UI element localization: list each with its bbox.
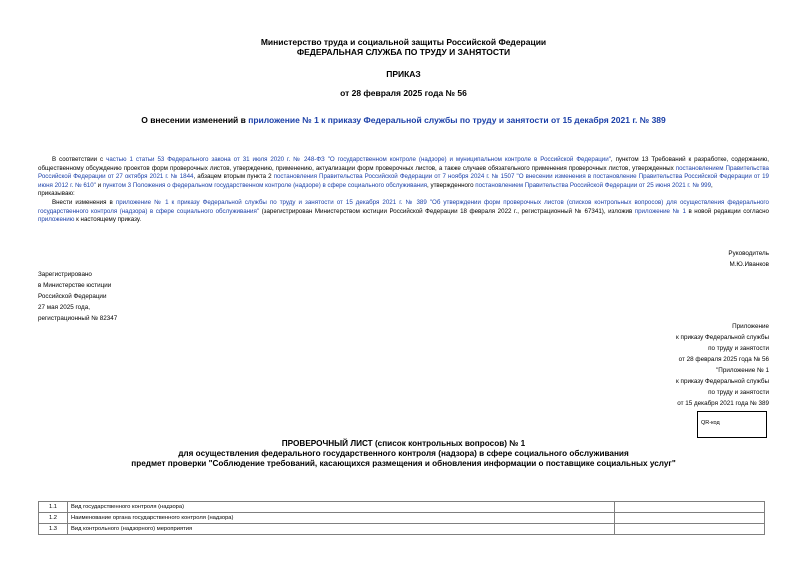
subject-link[interactable]: приложение № 1 к приказу Федеральной службы по труду и занятости от 15 декабря 2021 г. № 389	[248, 115, 666, 125]
doc-subject	[0, 115, 807, 125]
preamble-text-2: , пунктом 13 Требований к разработке, содержанию, общественному обсуждению проектов форм проверочных листов, утверждению, применению, актуализации форм проверочных листов, а также случаев обязательного применения проверочных листов, утвержденных	[38, 156, 770, 172]
row-value-cell	[615, 513, 765, 524]
appendix-line: по труду и занятости	[708, 345, 769, 352]
registration-line: регистрационный № 82347	[38, 315, 118, 322]
registration-line: в Министерстве юстиции	[38, 282, 112, 289]
order-link-attachment[interactable]: приложению	[38, 216, 75, 224]
preamble-link-999[interactable]: постановлением Правительства Российской Федерации от 25 июня 2021 г. № 999	[475, 181, 712, 189]
table-row	[39, 513, 765, 524]
registration-info	[38, 269, 117, 324]
signature-role: Руководитель	[728, 250, 769, 257]
appendix-line: "Приложение № 1	[716, 367, 769, 374]
appendix-line: по труду и занятости	[708, 389, 769, 396]
checklist-title: ПРОВЕРОЧНЫЙ ЛИСТ (список контрольных вопросов) № 1	[281, 439, 526, 448]
registration-line: Зарегистрировано	[38, 271, 92, 278]
preamble-text-5: , утвержденного	[427, 181, 476, 189]
appendix-line: к приказу Федеральной службы	[676, 378, 769, 385]
order-text-2: (зарегистрирован Министерством юстиции Российской Федерации 18 февраля 2022 г., регистрационный № 67341), изложив	[259, 207, 635, 215]
appendix-line: Приложение	[732, 323, 769, 330]
row-label: Вид контрольного (надзорного) мероприятия	[68, 524, 615, 535]
preamble-link-1844[interactable]: постановлением Правительства Российской Федерации от 27 октября 2021 г. № 1844	[38, 164, 769, 181]
row-number: 1.1	[39, 502, 68, 513]
subject-prefix: О внесении изменений в	[141, 115, 249, 125]
row-number: 1.3	[39, 524, 68, 535]
table-row	[39, 524, 765, 535]
signature	[728, 248, 769, 270]
checklist-table	[38, 501, 765, 535]
order-text-3: в новой редакции согласно	[685, 207, 769, 215]
preamble-text-6: ,	[711, 181, 713, 189]
row-value-cell	[615, 502, 765, 513]
order-text-4: к настоящему приказу.	[74, 216, 142, 224]
table-row	[39, 502, 765, 513]
appendix-header	[676, 321, 769, 409]
qr-code-label: QR-код	[701, 420, 720, 426]
order-text-1: Внести изменения в	[52, 198, 116, 206]
checklist-subtitle: для осуществления федерального государственного контроля (надзора) в сфере социального обслуживания	[178, 449, 629, 458]
ministry-title: Министерство труда и социальной защиты Российской Федерации	[260, 37, 547, 47]
appendix-line: к приказу Федеральной службы	[676, 334, 769, 341]
row-label: Вид государственного контроля (надзора)	[68, 502, 615, 513]
preamble-text-4: и	[95, 181, 103, 189]
row-number: 1.2	[39, 513, 68, 524]
registration-line: 27 мая 2025 года,	[38, 304, 90, 311]
qr-code-box	[697, 411, 767, 438]
registration-line: Российской Федерации	[38, 293, 107, 300]
row-value-cell	[615, 524, 765, 535]
appendix-line: от 28 февраля 2025 года № 56	[678, 356, 769, 363]
appendix-line: от 15 декабря 2021 года № 389	[677, 400, 769, 407]
order-word: приказываю:	[38, 190, 75, 198]
order-link-appendix1[interactable]: приложение № 1	[634, 207, 686, 215]
preamble-link-law[interactable]: частью 1 статьи 53 Федерального закона от 31 июля 2020 г. № 248-ФЗ "О государственном контроле (надзоре) и муниципальном контроле в Российской Федерации"	[106, 156, 611, 163]
preamble-link-regulation[interactable]: пунктом 3 Положения о федеральном государственном контроле (надзоре) в сфере социального обслуживания	[102, 181, 428, 189]
order-link-389[interactable]: приложение № 1 к приказу Федеральной службы по труду и занятости от 15 декабря 2021 г. № 389 "Об утверждении форм проверочных листов (списков контрольных вопросов) для осуществления федерального государственного контроля (надзора) в сфере социального обслуживания"	[38, 198, 769, 215]
doc-date-number: от 28 февраля 2025 года № 56	[340, 88, 467, 98]
preamble-text-1: В соответствии с	[52, 156, 107, 163]
preamble	[38, 156, 769, 225]
preamble-link-1507[interactable]: постановления Правительства Российской Федерации от 7 ноября 2024 г. № 1507 "О внесении изменения в постановление Правительства Российской Федерации от 19 июня 2012 г. № 610"	[38, 173, 769, 189]
preamble-text-3: , абзацем вторым пункта 2	[193, 173, 274, 181]
row-label: Наименование органа государственного контроля (надзора)	[68, 513, 615, 524]
checklist-subject: предмет проверки "Соблюдение требований, касающихся размещения и обновления информации о поставщике социальных услуг"	[131, 459, 676, 468]
service-title: ФЕДЕРАЛЬНАЯ СЛУЖБА ПО ТРУДУ И ЗАНЯТОСТИ	[296, 47, 511, 57]
doc-type: ПРИКАЗ	[386, 69, 421, 79]
signature-name: М.Ю.Иванков	[729, 261, 769, 268]
